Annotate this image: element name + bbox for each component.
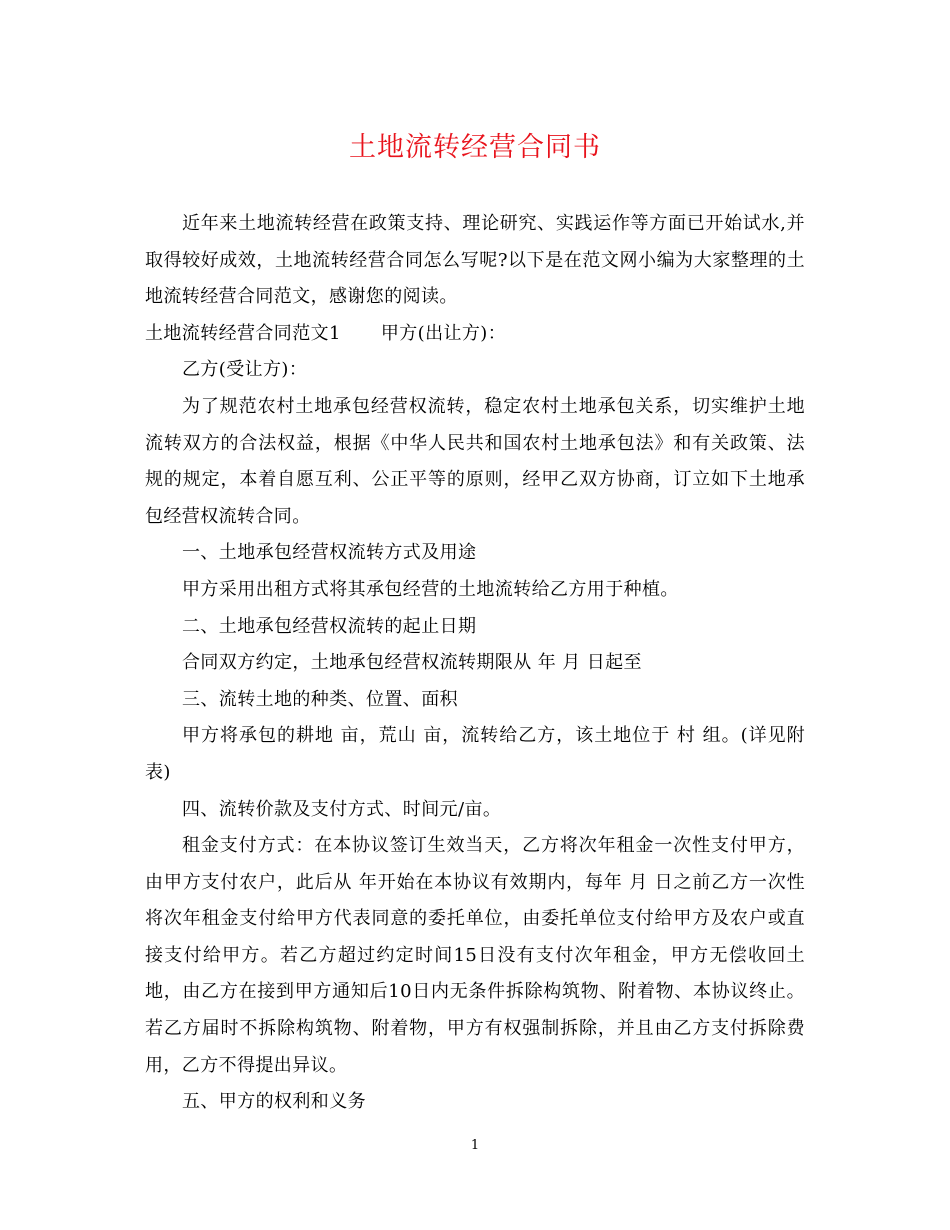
party-b-label: 乙方(受让方)： (182, 359, 308, 381)
section-1-heading: 一、土地承包经营权流转方式及用途 (182, 542, 477, 564)
rent-payment-paragraph: 租金支付方式：在本协议签订生效当天，乙方将次年租金一次性支付甲方，由甲方支付农户，此后从 年开始在本协议有效期内，每年 月 日之前乙方一次性将次年租金支付给甲方代表同意的委托单位，由委托单位支付给甲方及农户或直接支付给甲方。若乙方超过约定时间15日没有支付次年租金，甲方无偿收回土地，由乙方在接到甲方通知后10日内无条件拆除构筑物、附着物、本协议终止。若乙方届时不拆除构筑物、附着物，甲方有权强制拆除，并且由乙方支付拆除费用，乙方不得提出异议。 (145, 835, 805, 1076)
section-3-heading: 三、流转土地的种类、位置、面积 (182, 688, 458, 710)
intro-paragraph: 近年来土地流转经营在政策支持、理论研究、实践运作等方面已开始试水,并取得较好成效，土地流转经营合同怎么写呢?以下是在范文网小编为大家整理的土地流转经营合同范文，感谢您的阅读。 (145, 213, 805, 308)
section-1-text: 甲方采用出租方式将其承包经营的土地流转给乙方用于种植。 (182, 578, 679, 600)
document-title: 土地流转经营合同书 (349, 132, 601, 163)
page-number: 1 (470, 1138, 480, 1153)
section-5-heading: 五、甲方的权利和义务 (182, 1091, 366, 1113)
sample-heading: 土地流转经营合同范文1 (145, 322, 341, 344)
section-2-heading: 二、土地承包经营权流转的起止日期 (182, 615, 477, 637)
section-3-text: 甲方将承包的耕地 亩，荒山 亩，流转给乙方，该土地位于 村 组。(详见附表) (145, 725, 805, 783)
section-2-text: 合同双方约定，土地承包经营权流转期限从 年 月 日起至 (182, 652, 642, 674)
document-body (145, 206, 805, 1121)
sample-heading-line (145, 316, 805, 353)
section-4-heading: 四、流转价款及支付方式、时间元/亩。 (182, 798, 502, 820)
preamble-paragraph: 为了规范农村土地承包经营权流转，稳定农村土地承包关系，切实维护土地流转双方的合法权益，根据《中华人民共和国农村土地承包法》和有关政策、法规的规定，本着自愿互利、公正平等的原则，经甲乙双方协商，订立如下土地承包经营权流转合同。 (145, 395, 805, 527)
party-a-label: 甲方(出让方)： (380, 322, 507, 344)
